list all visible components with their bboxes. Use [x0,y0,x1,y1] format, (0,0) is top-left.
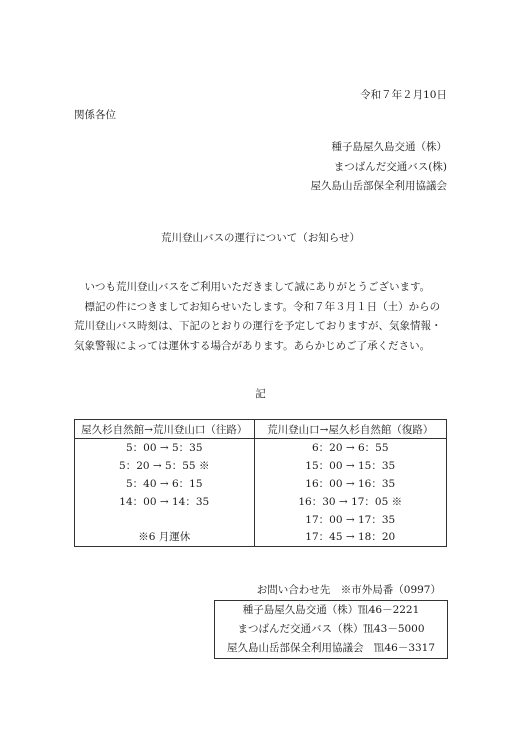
body-paragraph: いつも荒川登山バスをご利用いただきまして誠にありがとうございます。 [84,281,431,293]
contact-line: まつばんだ交通バス（株）℡43－5000 [237,623,425,635]
column-header-outbound: 屋久杉自然館→荒川登山口（往路） [75,420,255,439]
table-row [75,492,447,510]
outbound-time: 5：40 → 6：15 [75,475,255,493]
sender-line: 屋久島山岳部保全利用協議会 [310,180,447,192]
table-row [75,439,447,457]
sender-line: 種子島屋久島交通（株） [331,141,447,153]
return-time: 17：00 → 17：35 [254,510,446,528]
return-time: 16：30 → 17：05 ※ [254,492,446,510]
outbound-time: 5：20 → 5：55 ※ [75,457,255,475]
return-time: 16：00 → 16：35 [254,475,446,493]
contact-box [214,600,448,659]
body-paragraph: 標記の件につきましてお知らせいたします。令和７年３月１日（土）からの荒川登山バス時刻は、下記のとおりの運行を予定しておりますが、気象情報・気象警報によっては運休する場合があります。あらかじめご了承ください。 [74,300,442,352]
contact-line: 種子島屋久島交通（株）℡46－2221 [242,604,420,616]
outbound-note: ※6 月運休 [75,528,255,546]
ki-heading: 記 [255,388,266,400]
contact-line: 屋久島山岳部保全利用協議会 ℡46－3317 [226,642,436,654]
return-time: 15：00 → 15：35 [254,457,446,475]
outbound-time: 14：00 → 14：35 [75,492,255,510]
return-time: 6：20 → 6：55 [254,439,446,457]
return-time: 17：45 → 18：20 [254,528,446,546]
senders-block [311,138,448,197]
column-header-return: 荒川登山口→屋久杉自然館（復路） [254,420,446,439]
table-row [75,510,447,528]
table-row [75,457,447,475]
document-date: 令和７年２月10日 [360,89,447,101]
document-title: 荒川登山バスの運行について（お知らせ） [161,232,360,244]
bus-schedule-table [74,419,447,547]
sender-line: まつばんだ交通バス(株) [333,160,447,173]
table-row [75,475,447,493]
outbound-time [75,510,255,528]
contact-heading: お問い合わせ先 ※市外局番（0997） [256,584,441,596]
table-row [75,528,447,546]
body-text [74,278,450,356]
table-header-row [75,420,447,439]
outbound-time: 5：00 → 5：35 [75,439,255,457]
addressee: 関係各位 [74,109,116,121]
